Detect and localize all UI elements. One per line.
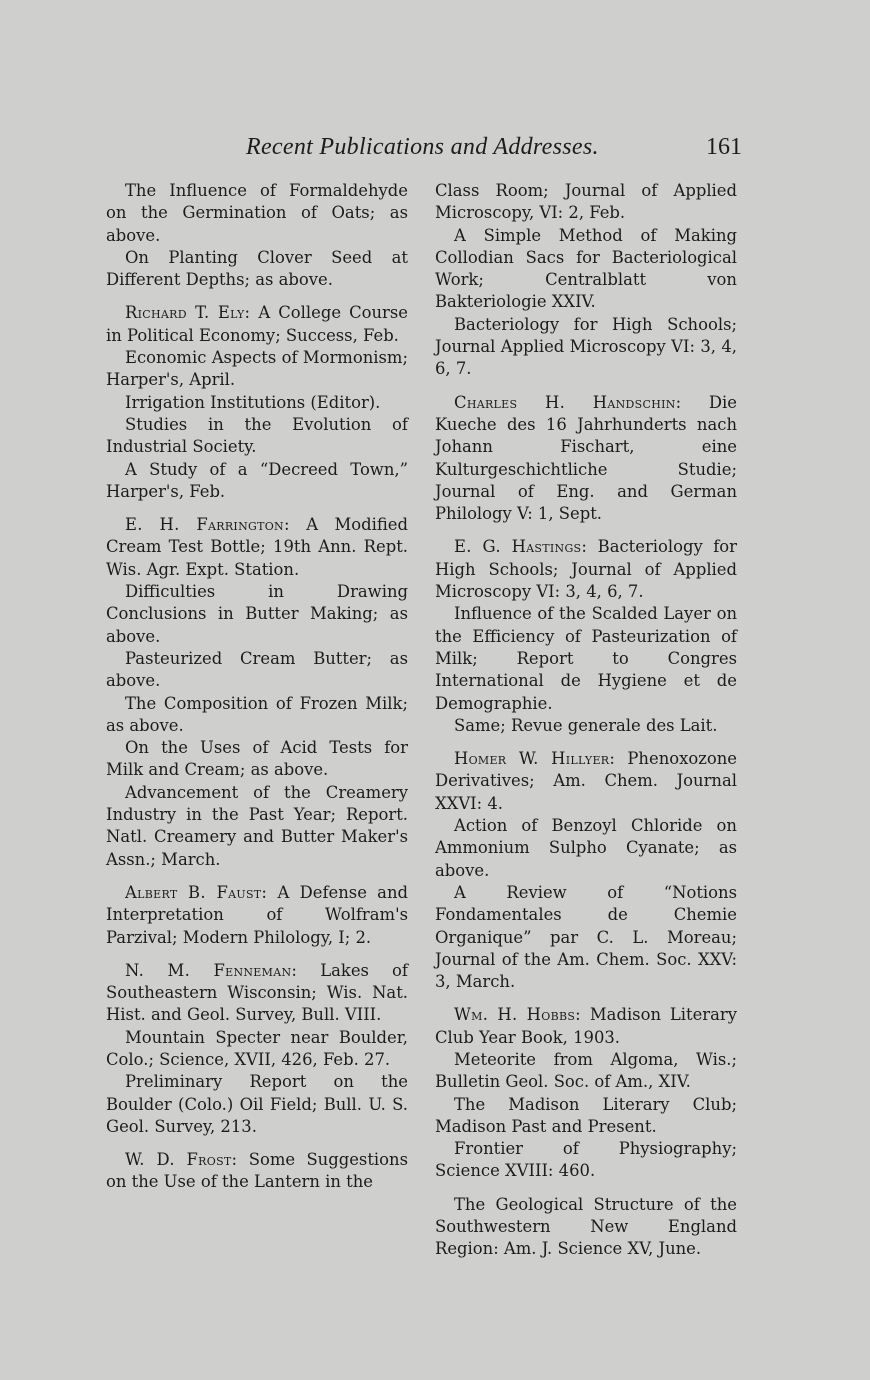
publication-item bbox=[106, 581, 408, 648]
bibliography-entry bbox=[106, 302, 408, 503]
publication-item bbox=[106, 247, 408, 292]
publication-text: A Defense and Interpretation of Wolfram's Parzival; Modern Philology, I; 2. bbox=[106, 882, 408, 947]
author-name: Albert B. Faust: bbox=[125, 882, 268, 902]
publication-text: A Modified Cream Test Bottle; 19th Ann. Rept. Wis. Agr. Expt. Station. bbox=[106, 515, 408, 579]
publication-item bbox=[435, 815, 737, 882]
publication-item bbox=[106, 1149, 408, 1194]
publication-text: The Madison Literary Club; Madison Past and Present. bbox=[435, 1094, 737, 1136]
author-name: Charles H. Handschin: bbox=[454, 392, 682, 412]
bibliography-entry bbox=[106, 960, 408, 1138]
publication-item bbox=[435, 1194, 737, 1261]
publication-text: A Review of “Notions Fondamentales de Chemie Organique” par C. L. Moreau; Journal of the Am. Chem. Soc. XXV: 3, March. bbox=[435, 882, 737, 992]
publication-item bbox=[106, 414, 408, 459]
left-column bbox=[106, 180, 408, 1194]
publication-text: A Simple Method of Making Collodian Sacs for Bacteriological Work; Centralblatt von Bakteriologie XXIV. bbox=[435, 225, 737, 312]
publication-text: Economic Aspects of Mormonism; Harper's, April. bbox=[106, 348, 408, 390]
author-name: E. G. Hastings: bbox=[454, 537, 588, 557]
author-name: Richard T. Ely: bbox=[125, 303, 251, 323]
author-name: Homer W. Hillyer: bbox=[454, 749, 616, 769]
page-header bbox=[0, 134, 870, 168]
author-name: Wm. H. Hobbs: bbox=[454, 1005, 582, 1025]
publication-item bbox=[435, 536, 737, 603]
publication-text: Mountain Specter near Boulder, Colo.; Science, XVII, 426, Feb. 27. bbox=[106, 1027, 408, 1069]
publication-item bbox=[106, 459, 408, 504]
publication-item bbox=[106, 648, 408, 693]
publication-item bbox=[106, 1027, 408, 1072]
publication-item bbox=[106, 693, 408, 738]
publication-text: Influence of the Scalded Layer on the Efficiency of Pasteurization of Milk; Report to Congres International de Hygiene et de Demographie. bbox=[435, 604, 737, 713]
publication-text: Meteorite from Algoma, Wis.; Bulletin Geol. Soc. of Am., XIV. bbox=[435, 1049, 737, 1092]
publication-text: On Planting Clover Seed at Different Depths; as above. bbox=[106, 247, 408, 290]
bibliography-entry bbox=[435, 180, 737, 381]
publication-item bbox=[435, 1138, 737, 1183]
publication-text: A College Course in Political Economy; Success, Feb. bbox=[106, 303, 408, 345]
bibliography-entry bbox=[435, 392, 737, 526]
publication-text: Pasteurized Cream Butter; as above. bbox=[106, 648, 408, 691]
publication-item bbox=[106, 737, 408, 782]
author-name: N. M. Fenneman: bbox=[125, 960, 298, 980]
publication-text: Phenoxozone Derivatives; Am. Chem. Journal XXVI: 4. bbox=[435, 749, 737, 813]
publication-item bbox=[106, 180, 408, 247]
publication-text: The Influence of Formaldehyde on the Germination of Oats; as above. bbox=[106, 181, 408, 245]
publication-text: The Geological Structure of the Southwestern New England Region: Am. J. Science XV, June. bbox=[435, 1194, 737, 1259]
publication-item bbox=[106, 882, 408, 949]
publication-text: The Composition of Frozen Milk; as above. bbox=[106, 693, 408, 735]
publication-text: Irrigation Institutions (Editor). bbox=[125, 392, 381, 412]
bibliography-entry bbox=[435, 748, 737, 993]
publication-item bbox=[106, 782, 408, 871]
publication-item bbox=[435, 314, 737, 381]
publication-item bbox=[435, 882, 737, 993]
bibliography-entry bbox=[106, 514, 408, 871]
publication-item bbox=[106, 347, 408, 392]
publication-item bbox=[435, 715, 737, 737]
publication-text: Class Room; Journal of Applied Microscopy, VI: 2, Feb. bbox=[435, 181, 737, 223]
publication-text: Action of Benzoyl Chloride on Ammonium Sulpho Cyanate; as above. bbox=[435, 816, 737, 880]
author-name: E. H. Farrington: bbox=[125, 515, 290, 535]
publication-text: Difficulties in Drawing Conclusions in Butter Making; as above. bbox=[106, 582, 408, 646]
running-title: Recent Publications and Addresses. bbox=[246, 134, 599, 160]
publication-item bbox=[106, 392, 408, 414]
bibliography-entry bbox=[106, 1149, 408, 1194]
publication-item bbox=[435, 225, 737, 314]
publication-text: Bacteriology for High Schools; Journal of Applied Microscopy VI: 3, 4, 6, 7. bbox=[435, 537, 737, 602]
publication-text: Preliminary Report on the Boulder (Colo.) Oil Field; Bull. U. S. Geol. Survey, 213. bbox=[106, 1072, 408, 1136]
publication-item bbox=[106, 302, 408, 347]
publication-item bbox=[106, 960, 408, 1027]
publication-item bbox=[435, 603, 737, 714]
publication-item bbox=[106, 1071, 408, 1138]
publication-item bbox=[435, 748, 737, 815]
publication-item bbox=[435, 392, 737, 526]
publication-item bbox=[435, 1094, 737, 1139]
bibliography-entry bbox=[106, 882, 408, 949]
publication-text: Lakes of Southeastern Wisconsin; Wis. Nat. Hist. and Geol. Survey, Bull. VIII. bbox=[106, 960, 408, 1025]
bibliography-entry bbox=[435, 536, 737, 737]
publication-text: Die Kueche des 16 Jahrhunderts nach Johann Fischart, eine Kulturgeschichtliche Studie; Journal of Eng. and German Philology V: 1, Sept. bbox=[435, 392, 737, 524]
publication-text: Madison Literary Club Year Book, 1903. bbox=[435, 1005, 738, 1047]
publication-item bbox=[435, 1049, 737, 1094]
publication-text: Bacteriology for High Schools; Journal Applied Microscopy VI: 3, 4, 6, 7. bbox=[435, 314, 737, 379]
publication-text: On the Uses of Acid Tests for Milk and Cream; as above. bbox=[106, 738, 408, 780]
bibliography-entry bbox=[106, 180, 408, 291]
publication-text: Frontier of Physiography; Science XVIII: 460. bbox=[435, 1139, 737, 1181]
right-column bbox=[435, 180, 737, 1261]
publication-text: A Study of a “Decreed Town,” Harper's, Feb. bbox=[106, 459, 408, 501]
publication-text: Some Suggestions on the Use of the Lantern in the bbox=[106, 1150, 408, 1192]
bibliography-entry bbox=[435, 1194, 737, 1261]
publication-text: Studies in the Evolution of Industrial Society. bbox=[106, 414, 408, 457]
bibliography-entry bbox=[435, 1004, 737, 1182]
publication-item bbox=[435, 180, 737, 225]
publication-text: Advancement of the Creamery Industry in the Past Year; Report. Natl. Creamery and Butter Maker's Assn.; March. bbox=[106, 782, 408, 869]
page-number: 161 bbox=[706, 134, 742, 160]
publication-item bbox=[106, 514, 408, 581]
author-name: W. D. Frost: bbox=[125, 1150, 238, 1170]
publication-text: Same; Revue generale des Lait. bbox=[454, 715, 718, 735]
publication-item bbox=[435, 1004, 737, 1049]
